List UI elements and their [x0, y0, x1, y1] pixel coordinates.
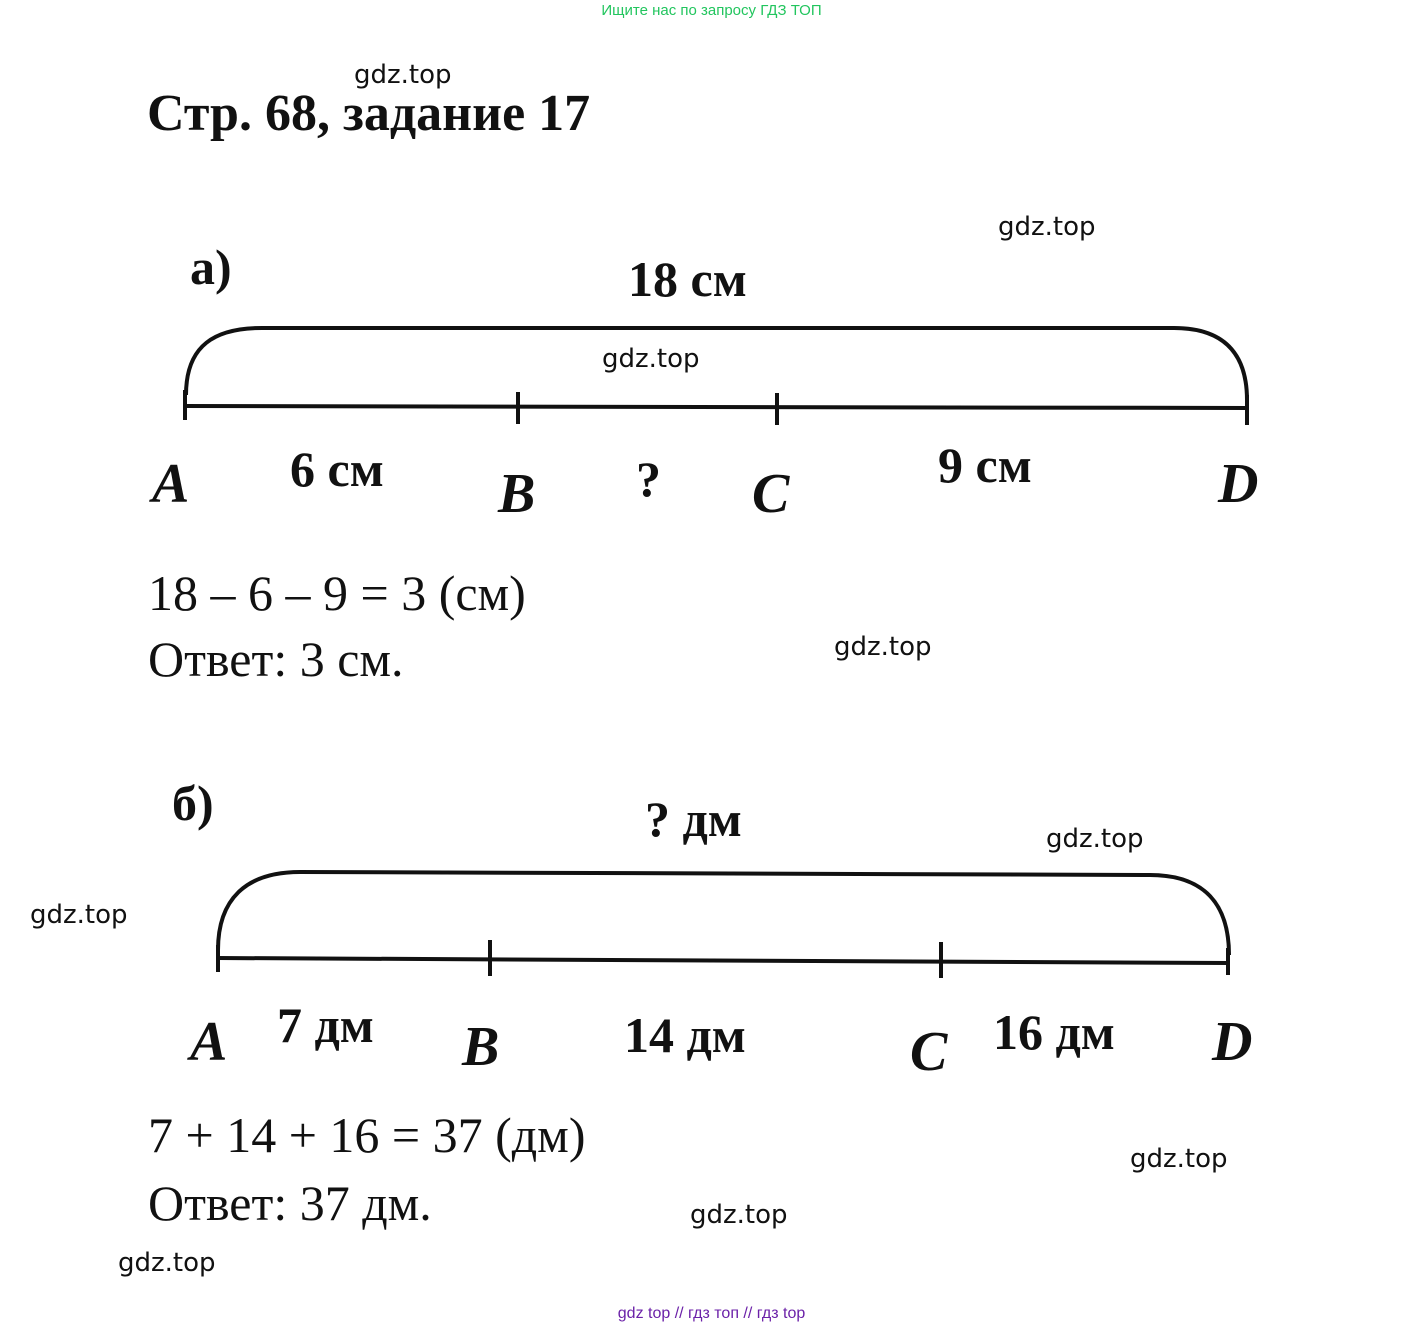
watermark: gdz.top: [690, 1200, 788, 1230]
segment-line-a: [184, 406, 1248, 408]
segment-line-b: [217, 958, 1229, 963]
segment-b-CD: 16 дм: [993, 1004, 1115, 1060]
segment-b-AB: 7 дм: [277, 997, 374, 1053]
watermark: gdz.top: [354, 60, 452, 90]
watermark: gdz.top: [118, 1248, 216, 1278]
page-title: Стр. 68, задание 17: [147, 85, 591, 142]
part-b-label: б): [172, 775, 214, 831]
point-a-D: D: [1218, 453, 1259, 515]
watermark: gdz.top: [834, 632, 932, 662]
calculation-b: 7 + 14 + 16 = 37 (дм): [148, 1107, 586, 1163]
watermark: gdz.top: [30, 900, 128, 930]
part-a-total: 18 см: [628, 251, 747, 307]
point-b-C: C: [910, 1021, 948, 1083]
calculation-a: 18 – 6 – 9 = 3 (см): [148, 565, 526, 621]
point-a-A: A: [152, 453, 190, 515]
point-b-B: B: [462, 1016, 500, 1078]
part-a-label: а): [190, 239, 232, 295]
brace-a: [186, 328, 1247, 400]
watermark: gdz.top: [998, 212, 1096, 242]
watermark: gdz.top: [602, 344, 700, 374]
watermark: gdz.top: [1130, 1144, 1228, 1174]
top-banner: Ищите нас по запросу ГДЗ ТОП: [601, 2, 822, 19]
part-b-total: ? дм: [645, 791, 742, 847]
segment-a-BC: ?: [636, 451, 661, 507]
answer-b: Ответ: 37 дм.: [148, 1175, 432, 1231]
answer-a: Ответ: 3 см.: [148, 631, 404, 687]
brace-b: [218, 872, 1229, 955]
point-a-B: B: [498, 463, 536, 525]
point-b-D: D: [1212, 1011, 1253, 1073]
point-b-A: A: [190, 1011, 228, 1073]
point-a-C: C: [752, 463, 790, 525]
segment-b-BC: 14 дм: [624, 1007, 746, 1063]
segment-a-CD: 9 см: [938, 437, 1032, 493]
watermark: gdz.top: [1046, 824, 1144, 854]
segment-a-AB: 6 см: [290, 441, 384, 497]
footer-watermark: gdz top // гдз топ // гдз top: [617, 1305, 806, 1322]
